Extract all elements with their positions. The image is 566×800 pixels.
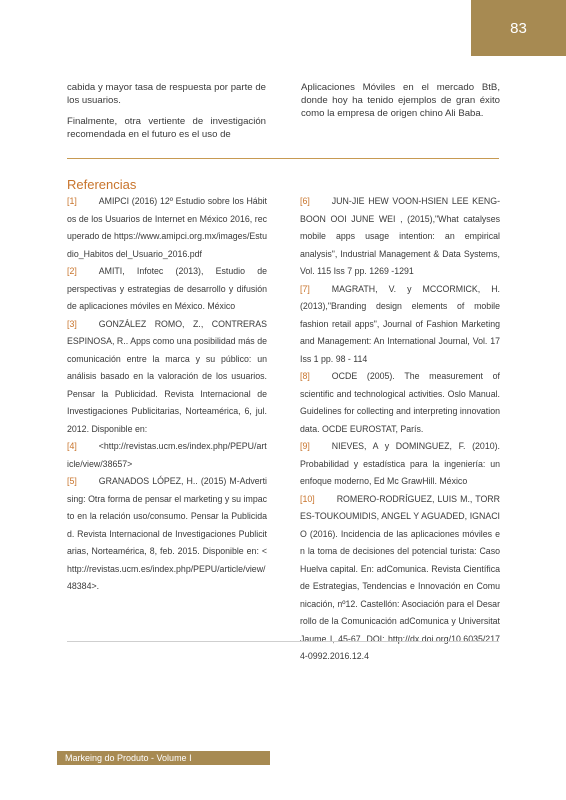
reference-text: AMIPCI (2016) 12º Estudio sobre los Hábitos de los Usuarios de Internet en México 2016, recuperado de https://www.amipci.org.mx/images/Estudio_Habitos del_Usuario_2016.pdf [67, 196, 267, 259]
reference-number: [4] [67, 441, 77, 451]
reference-number: [9] [300, 441, 310, 451]
footer-bar [57, 751, 270, 765]
reference-text: MAGRATH, V. y MCCORMICK, H. (2013),"Branding design elements of mobile fashion retail apps", Journal of Fashion Marketing and Management: An International Journal, Vol. 17 Iss 1 pp. 98 - 114 [300, 283, 500, 364]
reference-number: [10] [300, 493, 315, 504]
footer-title: Markeing do Produto - Volume I [65, 753, 192, 763]
reference-number: [8] [300, 371, 310, 381]
references-left-column [67, 193, 267, 596]
reference-item [300, 438, 500, 491]
references-right-column [300, 193, 500, 666]
reference-text: NIEVES, A y DOMINGUEZ, F. (2010). Probabilidad y estadística para la ingeniería: un enfoque moderno, Ed Mc GrawHill. México [300, 441, 500, 486]
reference-text: AMITI, Infotec (2013), Estudio de perspectivas y estrategias de desarrollo y difusión de aplicaciones móviles en México. México [67, 266, 267, 311]
page-number-tab [471, 0, 566, 56]
intro-paragraph: cabida y mayor tasa de respuesta por parte de los usuarios. [67, 82, 266, 106]
reference-item [67, 316, 267, 439]
reference-item [67, 473, 267, 596]
reference-number: [5] [67, 476, 77, 486]
intro-paragraph: Aplicaciones Móviles en el mercado BtB, donde hoy ha tenido ejemplos de gran éxito como la empresa de origen chino Ali Baba. [301, 82, 500, 119]
reference-text: ROMERO-RODRÍGUEZ, LUIS M., TORRES-TOUKOUMIDIS, ANGEL Y AGUADED, IGNACIO (2016). Incidencia de las aplicaciones móviles en la toma de decisiones del potencial turista: Caso Huelva capital. En: adComunica. Revista Científica de Estrategias, Tendencias e Innovación en Comunicación, nº12. Castellón: Asociación para el Desarrollo de la Comunicación adComunica y Universitat Jaume I, 45-67. DOI: http://dx.doi.org/10.6035/2174-0992.2016.12.4 [300, 493, 500, 661]
reference-number: [6] [300, 196, 310, 206]
reference-item [300, 193, 500, 281]
reference-item [300, 491, 500, 666]
intro-right-column [301, 81, 500, 120]
reference-item [67, 438, 267, 473]
reference-text: GRANADOS LÓPEZ, H.. (2015) M-Advertising: Otra forma de pensar el marketing y su impacto en la relación uso/consumo. Pensar la Publicidad. Revista Internacional de Investigaciones Publicitarias, Norteamérica, 8, feb. 2015. Disponible en: <http://revistas.ucm.es/index.php/PEPU/article/view/48384>. [67, 476, 267, 591]
reference-number: [3] [67, 318, 77, 329]
reference-number: [2] [67, 266, 77, 276]
intro-paragraph: Finalmente, otra vertiente de investigación recomendada en el futuro es el uso de [67, 116, 266, 140]
reference-item [67, 263, 267, 316]
intro-left-column [67, 81, 266, 149]
reference-number: [1] [67, 196, 77, 206]
reference-link[interactable]: <http://revistas.ucm.es/index.php/PEPU/article/view/38657> [67, 441, 267, 469]
reference-text: JUN-JIE HEW VOON-HSIEN LEE KENG-BOON OOI JUNE WEI , (2015),"What catalyses mobile apps usage intention: an empirical analysis", Industrial Management & Data Systems, Vol. 115 Iss 7 pp. 1269 -1291 [300, 196, 500, 276]
section-divider [67, 158, 499, 159]
reference-item [300, 281, 500, 369]
reference-item [300, 368, 500, 438]
reference-number: [7] [300, 283, 310, 294]
references-heading: Referencias [67, 177, 137, 192]
reference-item [67, 193, 267, 263]
page-number: 83 [510, 20, 527, 37]
bottom-divider [67, 641, 499, 642]
reference-text: OCDE (2005). The measurement of scientific and technological activities. Oslo Manual. Guidelines for collecting and interpreting innovation data. OCDE EUROSTAT, París. [300, 371, 500, 434]
reference-text: GONZÁLEZ ROMO, Z., CONTRERAS ESPINOSA, R.. Apps como una posibilidad más de comunicación entre la marca y su público: un análisis basado en la valoración de los usuarios. Pensar la Publicidad. Revista Internacional de Investigaciones Publicitarias, Norteamérica, 6, jul. 2012. Disponible en: [67, 318, 267, 434]
